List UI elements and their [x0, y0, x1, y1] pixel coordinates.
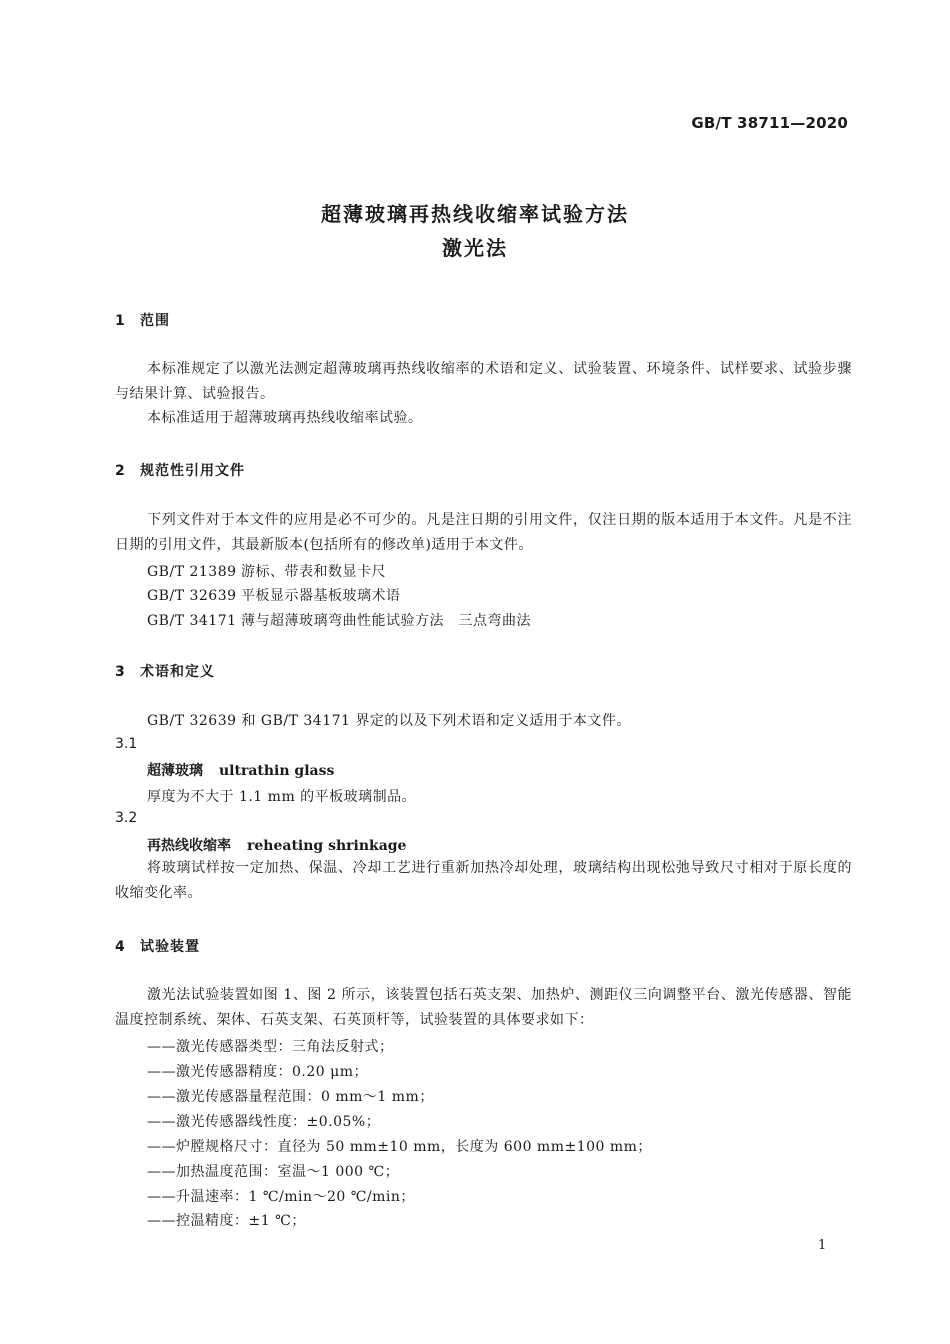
- term-zh: 超薄玻璃: [147, 763, 203, 779]
- apparatus-paragraph: 激光法试验装置如图 1、图 2 所示，该装置包括石英支架、加热炉、测距仪三向调整平台、激光传感器、智能温度控制系统、架体、石英支架、石英顶杆等，试验装置的具体要求如下：: [115, 987, 852, 1028]
- reference-code: GB/T 32639: [147, 588, 237, 604]
- requirement-item: ——激光传感器量程范围：0 mm～1 mm；: [147, 1089, 434, 1105]
- section-heading-apparatus: [115, 936, 200, 956]
- section-number: 2: [115, 463, 126, 479]
- section-title: 范围: [140, 313, 170, 329]
- standard-code: GB/T 38711—2020: [691, 114, 848, 132]
- reference-name: 游标、带表和数显卡尺: [241, 564, 386, 580]
- section-number: 3: [115, 664, 126, 680]
- reference-code: GB/T 34171: [147, 613, 237, 629]
- section-heading-scope: [115, 310, 170, 330]
- reference-code: GB/T 21389: [147, 564, 237, 580]
- reference-item: [147, 610, 531, 630]
- requirement-item: ——升温速率：1 ℃/min～20 ℃/min；: [147, 1189, 415, 1205]
- requirement-item: ——加热温度范围：室温～1 000 ℃；: [147, 1164, 400, 1180]
- requirement-item: ——控温精度：±1 ℃；: [147, 1213, 306, 1229]
- requirement-item: ——激光传感器精度：0.20 μm；: [147, 1064, 368, 1080]
- term-number: 3.2: [115, 810, 138, 826]
- section-heading-normative-references: [115, 460, 245, 480]
- section-title: 规范性引用文件: [140, 463, 245, 479]
- term-number: 3.1: [115, 736, 138, 752]
- term-zh: 再热线收缩率: [147, 838, 231, 854]
- term-en: ultrathin glass: [219, 763, 335, 779]
- term-en: reheating shrinkage: [247, 838, 407, 854]
- section-title: 术语和定义: [140, 664, 215, 680]
- references-paragraph: 下列文件对于本文件的应用是必不可少的。凡是注日期的引用文件，仅注日期的版本适用于本文件。凡是不注日期的引用文件，其最新版本(包括所有的修改单)适用于本文件。: [115, 512, 852, 553]
- section-heading-terms: [115, 661, 215, 681]
- requirement-item: ——激光传感器线性度：±0.05%；: [147, 1114, 381, 1130]
- term-heading: [147, 760, 334, 780]
- section-number: 4: [115, 939, 126, 955]
- reference-item: [147, 561, 386, 581]
- section-title: 试验装置: [140, 939, 200, 955]
- document-subtitle: 激光法: [442, 236, 508, 260]
- term-definition: 厚度为不大于 1.1 mm 的平板玻璃制品。: [147, 789, 417, 805]
- section-number: 1: [115, 313, 126, 329]
- reference-name: 平板显示器基板玻璃术语: [241, 588, 401, 604]
- reference-name: 薄与超薄玻璃弯曲性能试验方法 三点弯曲法: [241, 613, 531, 629]
- document-title: 超薄玻璃再热线收缩率试验方法: [321, 202, 629, 226]
- requirement-item: ——炉膛规格尺寸：直径为 50 mm±10 mm，长度为 600 mm±100 mm；: [147, 1139, 652, 1155]
- scope-paragraph-1: 本标准规定了以激光法测定超薄玻璃再热线收缩率的术语和定义、试验装置、环境条件、试样要求、试验步骤与结果计算、试验报告。: [115, 361, 852, 402]
- reference-item: [147, 585, 401, 605]
- requirement-item: ——激光传感器类型：三角法反射式；: [147, 1039, 394, 1055]
- scope-paragraph-2: 本标准适用于超薄玻璃再热线收缩率试验。: [147, 410, 423, 426]
- page-number: 1: [818, 1238, 827, 1253]
- term-heading: [147, 835, 406, 855]
- term-definition: 将玻璃试样按一定加热、保温、冷却工艺进行重新加热冷却处理，玻璃结构出现松弛导致尺寸相对于原长度的收缩变化率。: [115, 860, 852, 901]
- terms-intro: GB/T 32639 和 GB/T 34171 界定的以及下列术语和定义适用于本文件。: [147, 713, 631, 729]
